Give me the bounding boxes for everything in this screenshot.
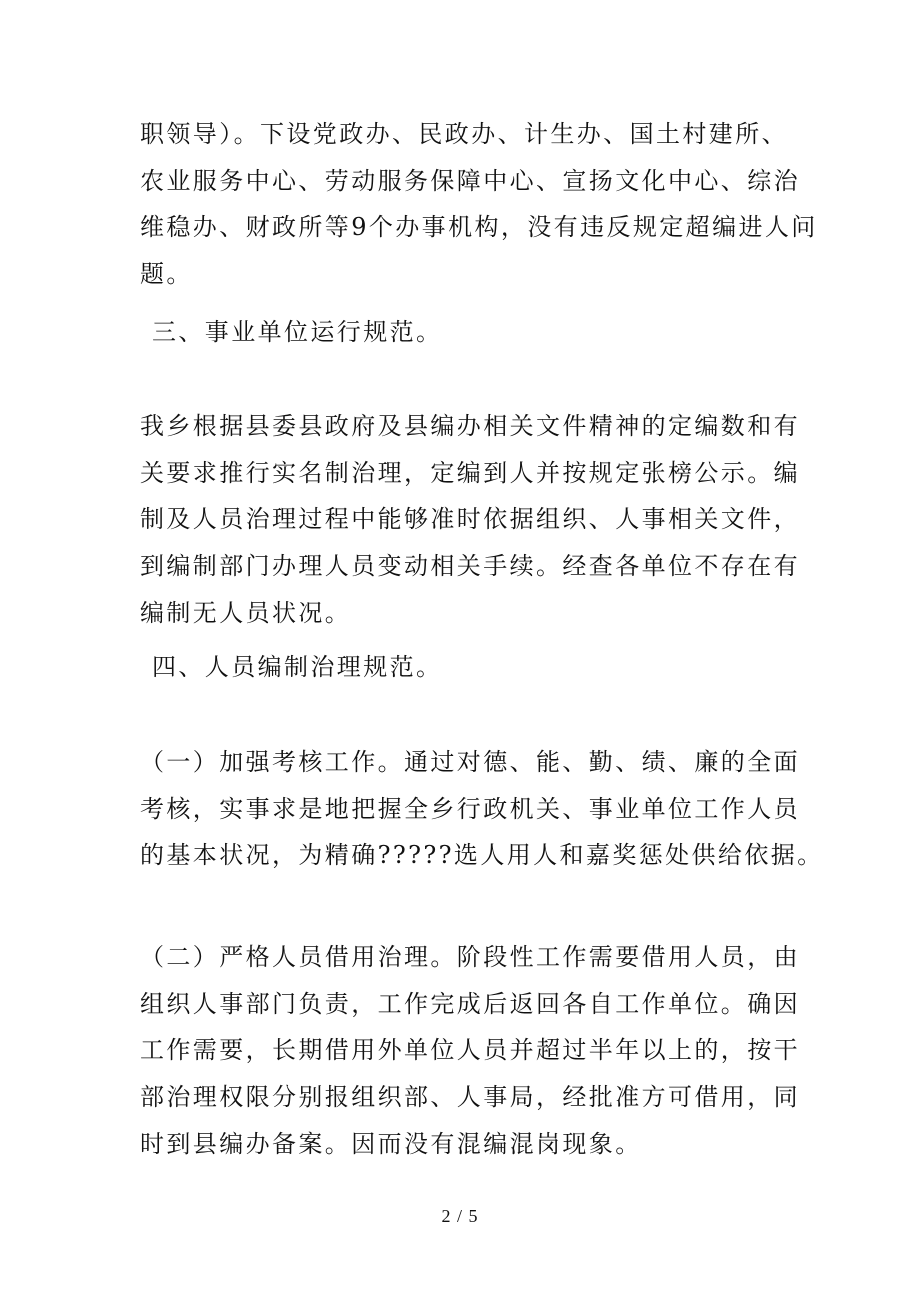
page-number: 2 / 5: [441, 1206, 479, 1226]
text-line: 编制无人员状况。: [140, 598, 352, 627]
text-line: 到编制部门办理人员变动相关手续。经查各单位不存在有: [140, 552, 800, 581]
text-line: 农业服务中心、劳动服务保障中心、宣扬文化中心、综治: [140, 166, 800, 195]
text-line: 维稳办、财政所等9个办事机构，没有违反规定超编进人问: [140, 213, 818, 242]
text-line: 制及人员治理过程中能够准时依据组织、人事相关文件，: [140, 505, 800, 534]
text-line: 我乡根据县委县政府及县编办相关文件精神的定编数和有: [140, 412, 800, 440]
paragraph-borrowed-personnel: [140, 934, 800, 1167]
text-line: 部治理权限分别报组织部、人事局，经批准方可借用，同: [140, 1083, 800, 1112]
text-line: 的基本状况，为精确?????选人用人和嘉奖惩处供给依据。: [140, 841, 824, 870]
text-line: （一）加强考核工作。通过对德、能、勤、绩、廉的全面: [140, 748, 800, 776]
text-line: 考核，实事求是地把握全乡行政机关、事业单位工作人员: [140, 794, 800, 823]
text-line: 关要求推行实名制治理，定编到人并按规定张榜公示。编: [140, 458, 800, 487]
text-line: 职领导）。下设党政办、民政办、计生办、国土村建所、: [140, 120, 788, 148]
text-line: 工作需要，长期借用外单位人员并超过半年以上的，按干: [140, 1036, 800, 1065]
text-line: 组织人事部门负责，工作完成后返回各自工作单位。确因: [140, 989, 800, 1018]
paragraph-real-name-system: [140, 403, 800, 636]
paragraph-staffing-structure: [140, 111, 818, 298]
text-line: （二）严格人员借用治理。阶段性工作需要借用人员，由: [140, 943, 800, 971]
section-heading-4: 四、人员编制治理规范。: [152, 653, 443, 681]
paragraph-assessment-work: [140, 739, 824, 879]
section-heading-3: 三、事业单位运行规范。: [152, 318, 443, 346]
text-line: 题。: [140, 260, 193, 289]
text-line: 时到县编办备案。因而没有混编混岗现象。: [140, 1129, 642, 1158]
